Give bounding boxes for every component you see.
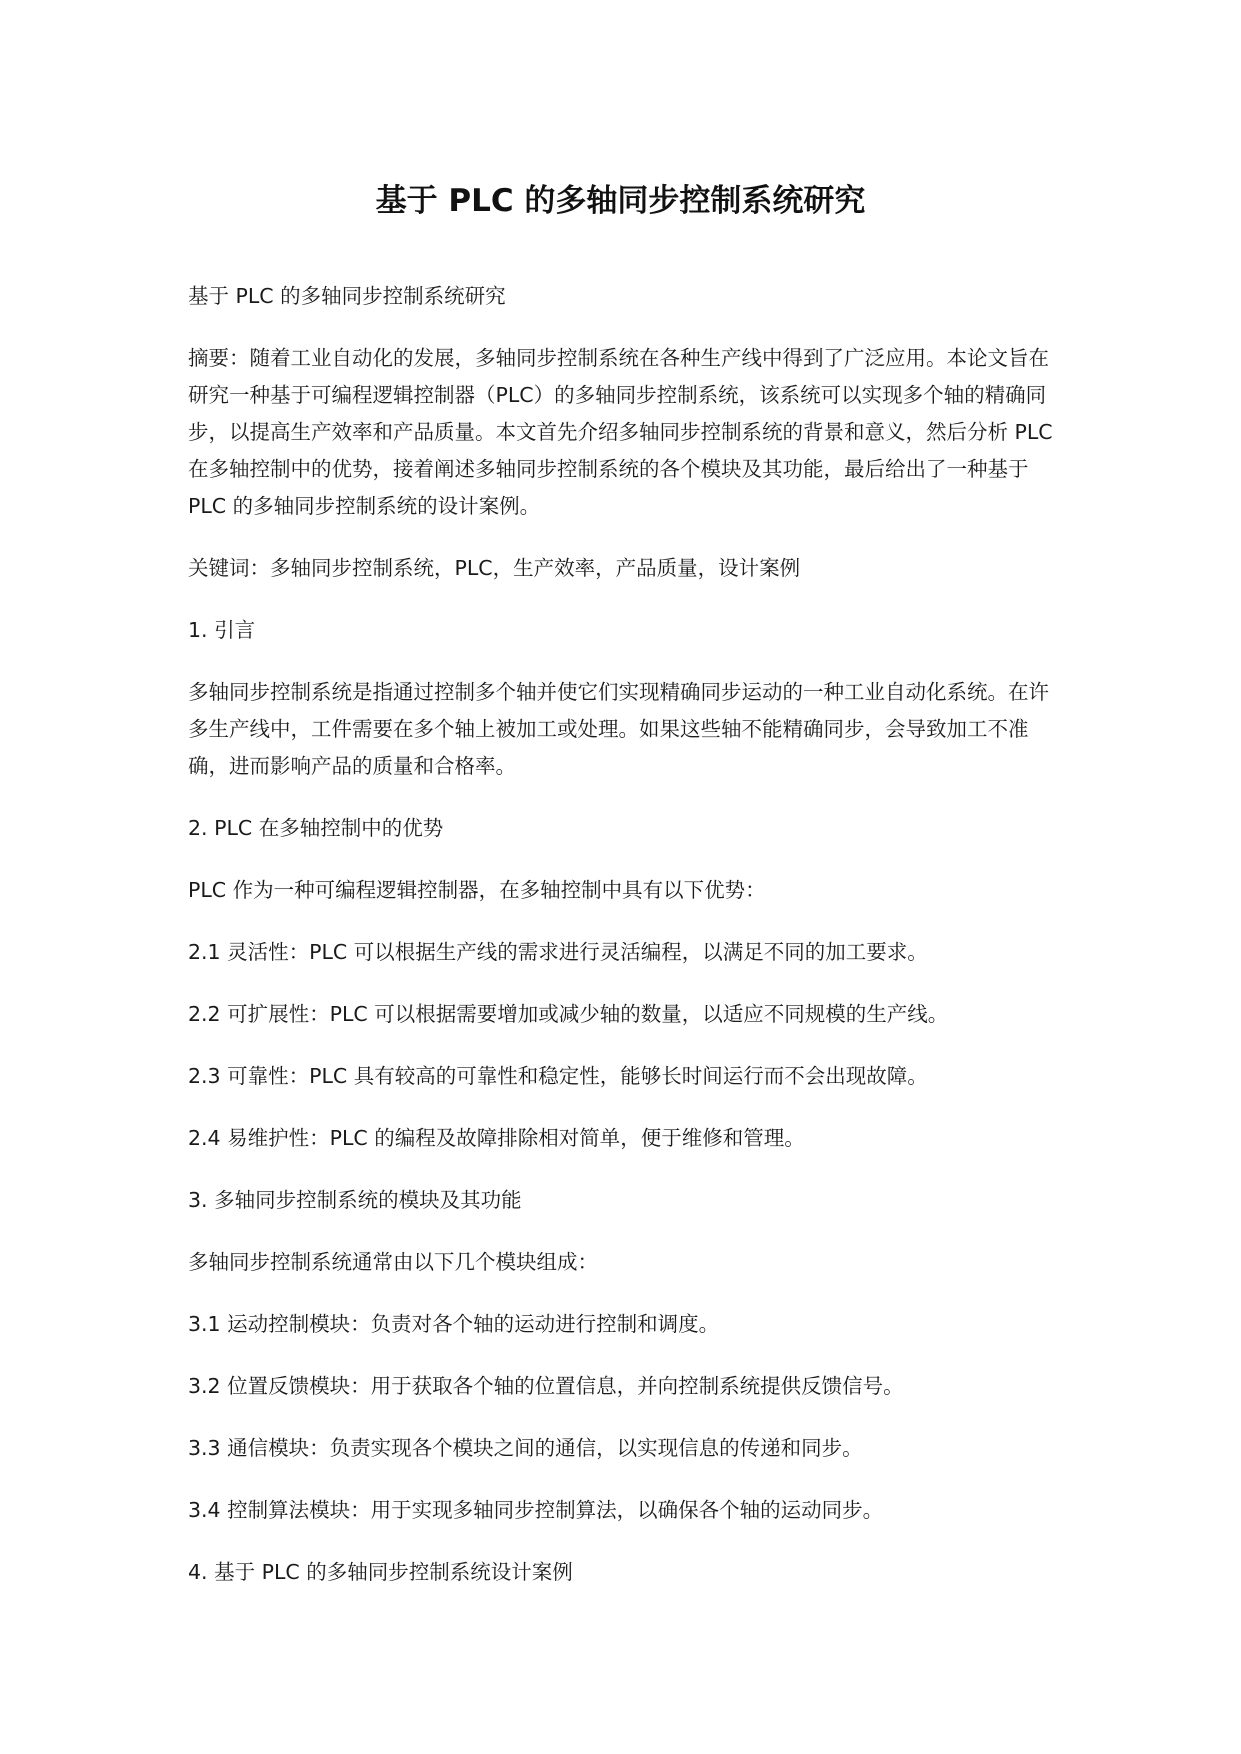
document-body xyxy=(188,278,1068,1616)
keywords-line: 关键词：多轴同步控制系统，PLC，生产效率，产品质量，设计案例 xyxy=(188,556,801,580)
section-2-intro: PLC 作为一种可编程逻辑控制器，在多轴控制中具有以下优势： xyxy=(188,878,766,902)
list-item-2-3: 2.3 可靠性：PLC 具有较高的可靠性和稳定性，能够长时间运行而不会出现故障。 xyxy=(188,1064,928,1088)
section-3-intro: 多轴同步控制系统通常由以下几个模块组成： xyxy=(188,1250,598,1274)
section-heading-1: 1. 引言 xyxy=(188,618,256,642)
list-item-3-1: 3.1 运动控制模块：负责对各个轴的运动进行控制和调度。 xyxy=(188,1312,720,1336)
list-item-2-2: 2.2 可扩展性：PLC 可以根据需要增加或减少轴的数量，以适应不同规模的生产线。 xyxy=(188,1002,949,1026)
section-heading-2: 2. PLC 在多轴控制中的优势 xyxy=(188,816,444,840)
document-subtitle: 基于 PLC 的多轴同步控制系统研究 xyxy=(188,284,506,308)
abstract-paragraph: 摘要：随着工业自动化的发展，多轴同步控制系统在各种生产线中得到了广泛应用。本论文旨在研究一种基于可编程逻辑控制器（PLC）的多轴同步控制系统，该系统可以实现多个轴的精确同步，以提高生产效率和产品质量。本文首先介绍多轴同步控制系统的背景和意义，然后分析 PLC 在多轴控制中的优势，接着阐述多轴同步控制系统的各个模块及其功能，最后给出了一种基于 PLC 的多轴同步控制系统的设计案例。 xyxy=(188,346,1053,518)
section-heading-4: 4. 基于 PLC 的多轴同步控制系统设计案例 xyxy=(188,1560,573,1584)
list-item-3-2: 3.2 位置反馈模块：用于获取各个轴的位置信息，并向控制系统提供反馈信号。 xyxy=(188,1374,904,1398)
list-item-3-4: 3.4 控制算法模块：用于实现多轴同步控制算法，以确保各个轴的运动同步。 xyxy=(188,1498,884,1522)
section-heading-3: 3. 多轴同步控制系统的模块及其功能 xyxy=(188,1188,522,1212)
list-item-2-1: 2.1 灵活性：PLC 可以根据生产线的需求进行灵活编程，以满足不同的加工要求。 xyxy=(188,940,928,964)
document-title: 基于 PLC 的多轴同步控制系统研究 xyxy=(375,183,866,219)
list-item-3-3: 3.3 通信模块：负责实现各个模块之间的通信，以实现信息的传递和同步。 xyxy=(188,1436,863,1460)
list-item-2-4: 2.4 易维护性：PLC 的编程及故障排除相对简单，便于维修和管理。 xyxy=(188,1126,805,1150)
section-1-paragraph: 多轴同步控制系统是指通过控制多个轴并使它们实现精确同步运动的一种工业自动化系统。在许多生产线中，工件需要在多个轴上被加工或处理。如果这些轴不能精确同步，会导致加工不准确，进而影响产品的质量和合格率。 xyxy=(188,680,1049,778)
